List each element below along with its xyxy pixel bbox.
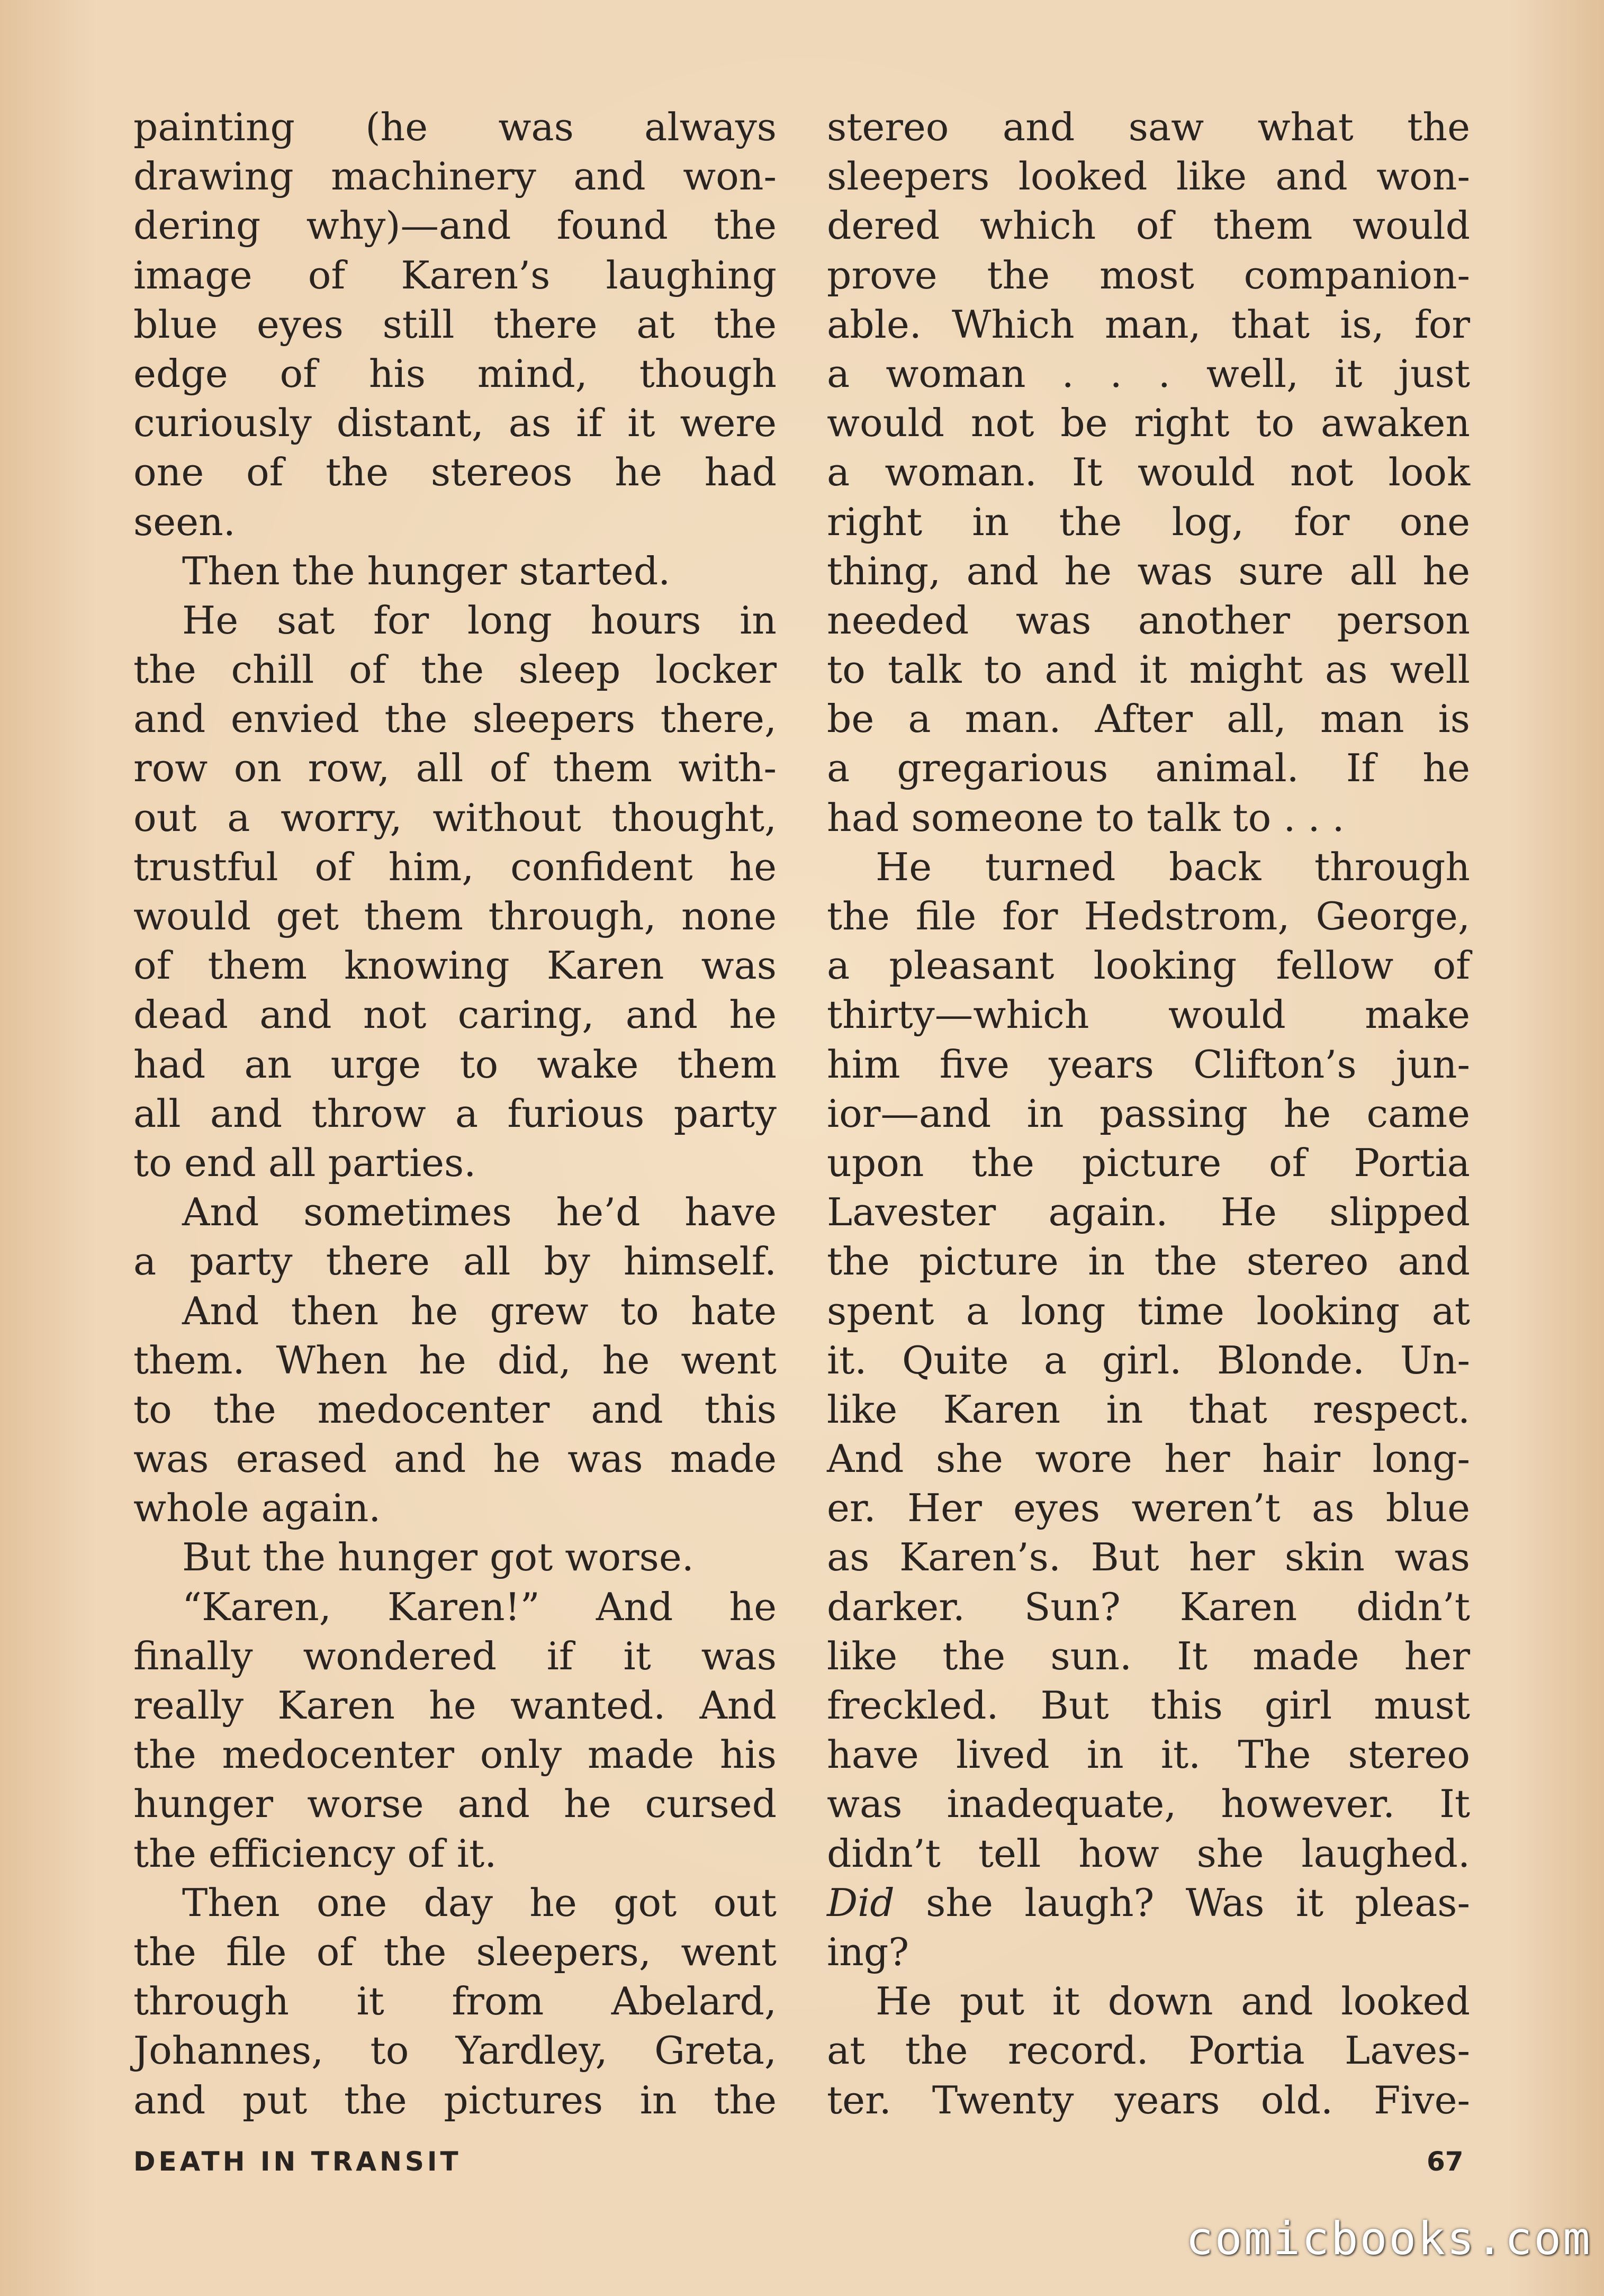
text-line: Then the hunger started. <box>182 549 671 594</box>
text-line: the file for Hedstrom, George, <box>827 894 1470 939</box>
text-line: prove the most companion- <box>827 253 1470 298</box>
text-line: was erased and he was made <box>133 1437 777 1482</box>
text-line: ior—and in passing he came <box>827 1091 1470 1136</box>
text-line: seen. <box>133 500 236 545</box>
text-line: And sometimes he’d have <box>182 1190 777 1235</box>
text-line: like Karen in that respect. <box>827 1387 1470 1432</box>
text-line: finally wondered if it was <box>133 1634 777 1679</box>
text-line: needed was another person <box>827 598 1470 643</box>
text-line: dead and not caring, and he <box>133 993 777 1038</box>
text-line: a woman . . . well, it just <box>827 351 1470 396</box>
text-line: ing? <box>827 1930 909 1975</box>
text-line: upon the picture of Portia <box>827 1141 1470 1186</box>
text-line: through it from Abelard, <box>133 1979 777 2024</box>
text-line: have lived in it. The stereo <box>827 1733 1470 1778</box>
text-line: a gregarious animal. If he <box>827 746 1470 791</box>
text-line: And she wore her hair long- <box>827 1437 1470 1482</box>
text-line: But the hunger got worse. <box>182 1535 694 1580</box>
text-line: the chill of the sleep locker <box>133 648 777 693</box>
text-line: of them knowing Karen was <box>133 944 777 989</box>
text-line: them. When he did, he went <box>133 1338 777 1383</box>
text-line: freckled. But this girl must <box>827 1684 1470 1728</box>
text-line: thing, and he was sure all he <box>827 549 1470 594</box>
text-line: right in the log, for one <box>827 500 1470 545</box>
text-line: had someone to talk to . . . <box>827 796 1345 840</box>
text-line: a pleasant looking fellow of <box>827 944 1470 989</box>
text-line: Then one day he got out <box>182 1881 777 1926</box>
text-line: ter. Twenty years old. Five- <box>827 2078 1470 2123</box>
text-line: Johannes, to Yardley, Greta, <box>133 2029 777 2074</box>
page-number: 67 <box>1427 2146 1464 2177</box>
text-fragment: she laugh? Was it pleas- <box>894 1881 1470 1926</box>
text-line: the efficiency of it. <box>133 1831 497 1876</box>
text-line: darker. Sun? Karen didn’t <box>827 1585 1470 1630</box>
text-line: to the medocenter and this <box>133 1387 777 1432</box>
text-line: had an urge to wake them <box>133 1042 777 1087</box>
text-line: able. Which man, that is, for <box>827 302 1470 347</box>
text-line: the file of the sleepers, went <box>133 1930 777 1975</box>
text-line: all and throw a furious party <box>133 1091 777 1136</box>
text-line: the picture in the stereo and <box>827 1240 1470 1285</box>
text-line: He put it down and looked <box>876 1979 1470 2024</box>
text-line: was inadequate, however. It <box>827 1782 1470 1827</box>
text-line: one of the stereos he had <box>133 450 777 495</box>
text-line: didn’t tell how she laughed. <box>827 1831 1470 1876</box>
text-line: the medocenter only made his <box>133 1733 777 1778</box>
text-line: hunger worse and he cursed <box>133 1782 777 1827</box>
watermark-logo: comicbooks.com <box>1186 2212 1592 2265</box>
text-line: Lavester again. He slipped <box>827 1190 1470 1235</box>
text-line: image of Karen’s laughing <box>133 253 777 298</box>
text-line: edge of his mind, though <box>133 351 777 396</box>
text-line: whole again. <box>133 1486 381 1531</box>
text-line: as Karen’s. But her skin was <box>827 1535 1470 1580</box>
text-line: drawing machinery and won- <box>133 155 777 200</box>
right-text-column <box>827 103 1470 2126</box>
text-line: dering why)—and found the <box>133 204 777 249</box>
text-line: a woman. It would not look <box>827 450 1470 495</box>
text-line: it. Quite a girl. Blonde. Un- <box>827 1338 1470 1383</box>
italic-word: Did <box>827 1881 895 1926</box>
text-line: and envied the sleepers there, <box>133 697 777 742</box>
text-line: spent a long time looking at <box>827 1289 1470 1334</box>
text-line: to talk to and it might as well <box>827 648 1470 693</box>
text-line: really Karen he wanted. And <box>133 1684 777 1728</box>
text-line: thirty—which would make <box>827 993 1470 1038</box>
text-line: trustful of him, confident he <box>133 845 777 890</box>
text-line: He turned back through <box>876 845 1470 890</box>
left-text-column <box>133 103 777 2126</box>
text-line: blue eyes still there at the <box>133 302 777 347</box>
text-line: would get them through, none <box>133 894 777 939</box>
text-line-italic-start <box>827 1879 1470 1928</box>
text-line: curiously distant, as if it were <box>133 401 777 446</box>
text-line: “Karen, Karen!” And he <box>182 1585 777 1630</box>
text-line: And then he grew to hate <box>182 1289 777 1334</box>
text-line: He sat for long hours in <box>182 598 777 643</box>
text-line: would not be right to awaken <box>827 401 1470 446</box>
text-line: him five years Clifton’s jun- <box>827 1042 1470 1087</box>
text-line: be a man. After all, man is <box>827 697 1470 742</box>
text-line: at the record. Portia Laves- <box>827 2029 1470 2074</box>
text-line: to end all parties. <box>133 1141 476 1186</box>
text-line: dered which of them would <box>827 204 1470 249</box>
text-line: like the sun. It made her <box>827 1634 1470 1679</box>
text-line: er. Her eyes weren’t as blue <box>827 1486 1470 1531</box>
text-line: stereo and saw what the <box>827 105 1470 150</box>
running-footer-title: DEATH IN TRANSIT <box>133 2146 462 2177</box>
text-line: sleepers looked like and won- <box>827 155 1470 200</box>
text-line: row on row, all of them with- <box>133 746 777 791</box>
text-line: and put the pictures in the <box>133 2078 777 2123</box>
text-line: painting (he was always <box>133 105 777 150</box>
text-line: a party there all by himself. <box>133 1240 777 1285</box>
text-line: out a worry, without thought, <box>133 796 777 840</box>
